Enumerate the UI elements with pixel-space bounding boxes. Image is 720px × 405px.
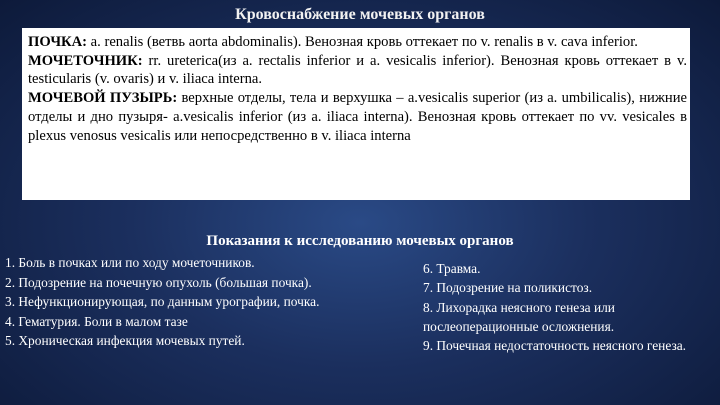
- list-item: 6. Травма.: [423, 261, 481, 276]
- list-item: 7. Подозрение на поликистоз.: [423, 280, 593, 296]
- list-item: 3. Нефункционирующая, по данным урографии, почка.: [5, 294, 320, 309]
- list-item: 1. Боль в почках или по ходу мочеточников.: [5, 255, 255, 270]
- list-item: 4. Гематурия. Боли в малом тазе: [5, 313, 188, 329]
- list-item: 5. Хроническая инфекция мочевых путей.: [5, 333, 245, 348]
- list-item: 2. Подозрение на почечную опухоль (большая почка).: [5, 274, 312, 290]
- bladder-text: верхные отделы, тела и верхушка – a.vesicalis superior (из a. umbilicalis), нижние отделы и дно пузыря- a.vesicalis inferior (из a. iliaca interna). Венозная кровь оттекает по vv. vesicales в plexus venosus vesicalis или непосредственно в v. iliaca interna: [28, 90, 687, 144]
- ureter-paragraph: [28, 52, 687, 89]
- page-title: Кровоснабжение мочевых органов: [235, 6, 485, 23]
- list-item: 9. Почечная недостаточность неясного генеза.: [423, 338, 687, 354]
- kidney-paragraph: [28, 33, 687, 52]
- list-item: 8. Лихорадка неясного генеза или послеоперационные осложнения.: [423, 299, 615, 334]
- ureter-label: МОЧЕТОЧНИК:: [28, 52, 143, 69]
- kidney-text: a. renalis (ветвь aorta abdominalis). Венозная кровь оттекает по v. renalis в v. cava inferior.: [87, 34, 638, 50]
- indications-right-list: [423, 259, 713, 355]
- indications-left-list: [5, 253, 400, 351]
- blood-supply-box: [22, 28, 690, 200]
- bladder-paragraph: [28, 89, 687, 145]
- bladder-label: МОЧЕВОЙ ПУЗЫРЬ:: [28, 90, 178, 107]
- indications-title: Показания к исследованию мочевых органов: [206, 233, 514, 249]
- kidney-label: ПОЧКА:: [28, 34, 88, 50]
- ureter-text: rr. ureterica(из a. rectalis inferior и a. vesicalis inferior). Венозная кровь оттекает в v. testicularis (v. ovaris) и v. iliaca interna.: [28, 52, 687, 88]
